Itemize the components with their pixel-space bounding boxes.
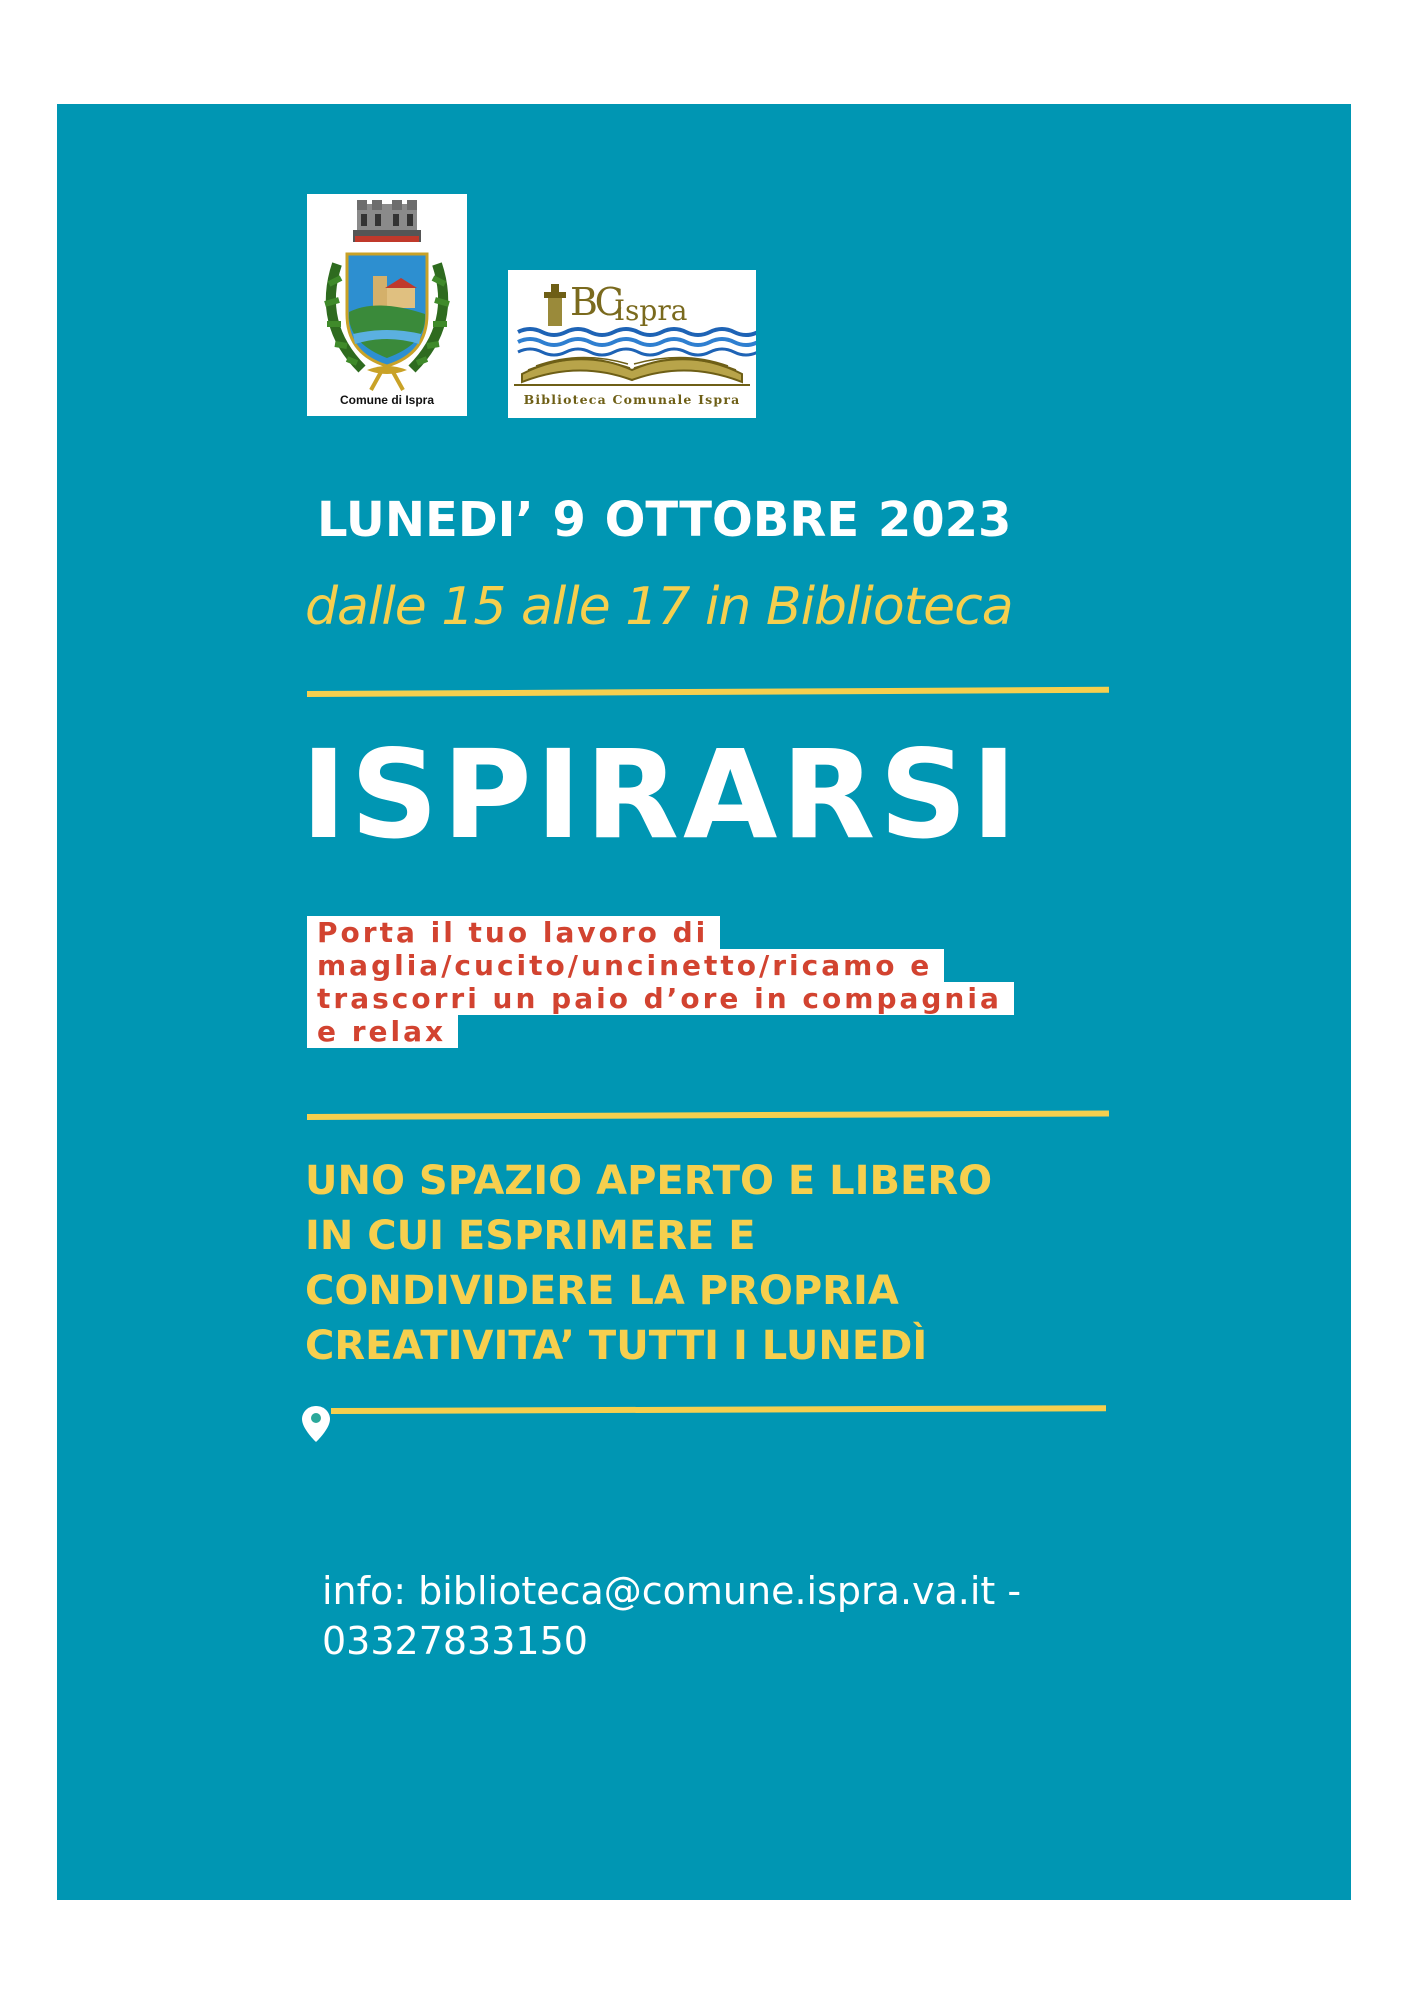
- biblioteca-logo: [508, 270, 756, 418]
- event-time: dalle 15 alle 17 in Biblioteca: [305, 577, 1013, 637]
- invite-text: [307, 916, 1157, 1048]
- invite-line: [307, 982, 1157, 1015]
- contact-email-line: info: biblioteca@comune.ispra.va.it -: [322, 1569, 1022, 1613]
- invite-line-text: e relax: [307, 1015, 458, 1048]
- divider-middle: [307, 1111, 1109, 1120]
- invite-line-text: maglia/cucito/uncinetto/ricamo e: [307, 949, 944, 982]
- biblioteca-logo-letters: BC: [570, 280, 620, 324]
- invite-line: [307, 1015, 1157, 1048]
- event-title: ISPIRARSI: [301, 724, 1021, 866]
- biblioteca-logo-caption: Biblioteca Comunale Ispra: [523, 392, 741, 407]
- description-line: CONDIVIDERE LA PROPRIA: [305, 1268, 899, 1314]
- invite-line: [307, 916, 1157, 949]
- description-line: IN CUI ESPRIMERE E: [305, 1213, 756, 1259]
- invite-line-text: Porta il tuo lavoro di: [307, 916, 720, 949]
- divider-bottom: [331, 1405, 1106, 1414]
- comune-logo: [307, 194, 467, 416]
- coat-of-arms-icon: [307, 194, 467, 394]
- poster: [57, 104, 1351, 1900]
- comune-logo-caption: Comune di Ispra: [339, 393, 434, 407]
- biblioteca-logo-name: Ispra: [614, 294, 688, 327]
- description: [305, 1154, 1105, 1374]
- divider-top: [307, 687, 1109, 697]
- invite-line-text: trascorri un paio d’ore in compagnia: [307, 982, 1014, 1015]
- description-line: UNO SPAZIO APERTO E LIBERO: [305, 1158, 993, 1204]
- contact-info: [322, 1566, 1021, 1666]
- event-date: LUNEDI’ 9 OTTOBRE 2023: [317, 492, 1012, 548]
- location-pin-icon: [301, 1404, 331, 1444]
- invite-line: [307, 949, 1157, 982]
- contact-phone-line: 03327833150: [322, 1619, 588, 1663]
- description-line: CREATIVITA’ TUTTI I LUNEDÌ: [305, 1323, 928, 1369]
